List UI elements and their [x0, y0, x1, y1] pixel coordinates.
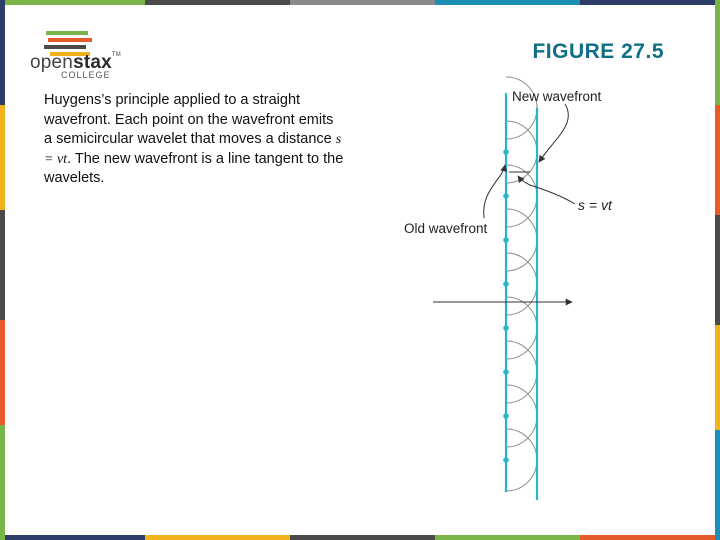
wavelet [506, 385, 537, 447]
wavefront-point [503, 369, 509, 375]
brand-subtitle: COLLEGE [61, 70, 111, 80]
distance-leader [518, 176, 575, 204]
wavelet [506, 253, 537, 315]
wavelet [506, 297, 537, 359]
wavelet [506, 341, 537, 403]
wavefront-point [503, 193, 509, 199]
wavelets-group [506, 77, 537, 491]
wavefront-point [503, 457, 509, 463]
new-wavefront-leader [539, 104, 568, 162]
wavefront-point [503, 281, 509, 287]
wavelet [506, 429, 537, 491]
figure-caption: Huygens’s principle applied to a straight wavefront. Each point on the wavefront emits a semicircular wavelet that moves a distance s = vt. The new wavefront is a line tangent to the wavelets. [44, 92, 344, 186]
brand-name: openstax™ [30, 52, 121, 73]
wavelet [506, 165, 537, 227]
old-wavefront-label: Old wavefront [404, 221, 488, 236]
wavefront-point [503, 325, 509, 331]
wavelet [506, 209, 537, 271]
wavefront-point [503, 237, 509, 243]
wavefront-point [503, 149, 509, 155]
wavelet [506, 121, 537, 183]
wavelet [506, 77, 537, 139]
caption-equation: s = vt [44, 132, 342, 167]
figure-title: FIGURE 27.5 [532, 40, 664, 63]
new-wavefront-label: New wavefront [512, 89, 602, 104]
distance-label: s = vt [578, 197, 612, 213]
old-wavefront-leader [484, 165, 505, 218]
wavefront-point [503, 413, 509, 419]
